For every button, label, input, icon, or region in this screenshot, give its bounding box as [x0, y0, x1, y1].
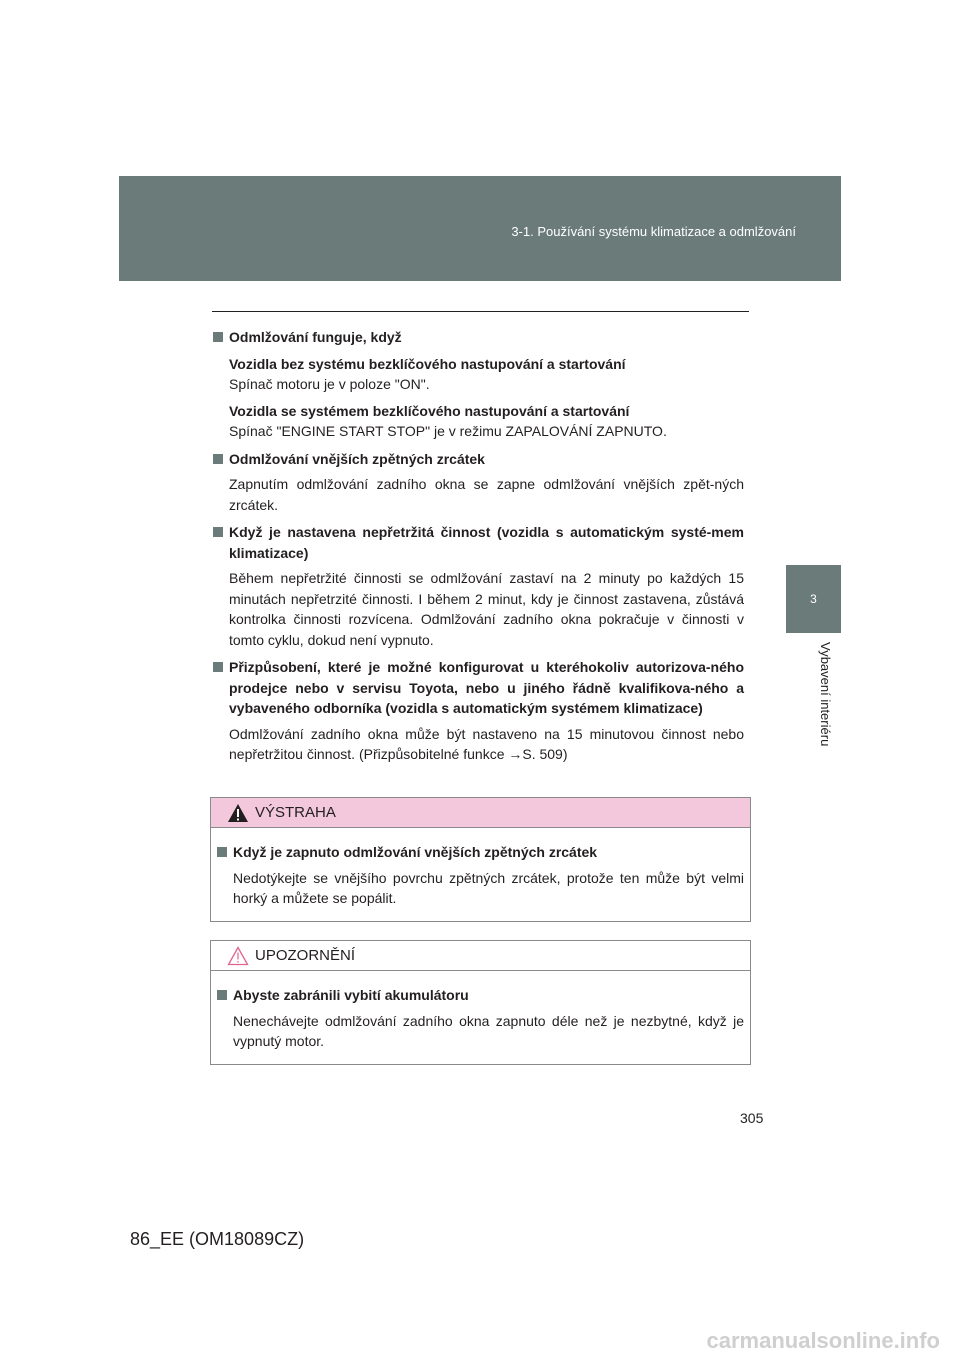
sub-title: Vozidla bez systému bezklíčového nastupování a startování — [229, 355, 626, 372]
section-title: Když je nastavena nepřetržitá činnost (vozidla s automatickým systé-mem klimatizace) — [212, 522, 744, 563]
top-rule — [212, 311, 749, 312]
watermark-text: carmanualsonline.info — [706, 1328, 940, 1353]
section-text: Během nepřetržité činnosti se odmlžování zastaví na 2 minuty po každých 15 minutách nepřetrzité činnosti. I během 2 minut, kdy je činnost zastavena, zůstává kontrolka činnosti rozvícena. Odmlžování zadního okna pokračuje v činnosti v tomto cyklu, dokud není vypnuto. — [229, 570, 744, 648]
square-bullet-icon — [213, 527, 223, 537]
section-2 — [212, 449, 744, 516]
chapter-tab: 3 — [786, 565, 841, 633]
footer-code: 86_EE (OM18089CZ) — [130, 1229, 305, 1249]
notice-title: Abyste zabránili vybití akumulátoru — [216, 985, 744, 1006]
watermark — [0, 1320, 960, 1358]
section-title: Odmlžování vnějších zpětných zrcátek — [212, 449, 744, 470]
page-number: 305 — [740, 1110, 764, 1126]
section-text: Odmlžování zadního okna může být nastaveno na 15 minutovou činnost nebo nepřetržitou činnost. (Přizpůsobitelné funkce →S. 509) — [229, 725, 744, 762]
warning-body — [211, 828, 750, 921]
notice-label: UPOZORNĚNÍ — [255, 947, 356, 964]
warning-triangle-icon — [227, 803, 249, 823]
section-text: Zapnutím odmlžování zadního okna se zapne odmlžování vnějších zpět-ných zrcátek. — [229, 476, 744, 513]
sub-text: Spínač motoru je v poloze "ON". — [229, 376, 430, 392]
caution-triangle-icon — [227, 946, 249, 966]
sub-item — [212, 401, 744, 442]
square-bullet-icon — [217, 847, 227, 857]
main-content — [212, 327, 744, 772]
header-title: 3-1. Používání systému klimatizace a odmlžování — [511, 224, 796, 239]
section-title: Přizpůsobení, které je možné konfigurovat u kteréhokoliv autorizova-ného prodejce nebo v servisu Toyota, nebo u jiného řádně kvalifikova-ného a vybaveného odborníka (vozidla s automatickým systémem klimatizace) — [212, 657, 744, 719]
notice-box — [210, 940, 751, 1065]
section-3 — [212, 522, 744, 650]
square-bullet-icon — [217, 990, 227, 1000]
notice-text: Nenechávejte odmlžování zadního okna zapnuto déle než je nezbytné, když je vypnutý motor. — [233, 1012, 744, 1049]
warning-text: Nedotýkejte se vnějšího povrchu zpětných zrcátek, protože ten může být velmi horký a můžete se popálit. — [233, 869, 744, 906]
chapter-label: Vybavení interiéru — [818, 642, 833, 747]
square-bullet-icon — [213, 662, 223, 672]
section-title: Odmlžování funguje, když — [212, 327, 744, 348]
warning-label: VÝSTRAHA — [255, 804, 336, 821]
section-4 — [212, 657, 744, 765]
section-1 — [212, 327, 744, 442]
notice-header — [211, 941, 750, 971]
square-bullet-icon — [213, 332, 223, 342]
warning-title: Když je zapnuto odmlžování vnějších zpětných zrcátek — [216, 842, 744, 863]
warning-box — [210, 797, 751, 922]
header-band — [119, 176, 841, 281]
notice-body — [211, 971, 750, 1064]
square-bullet-icon — [213, 454, 223, 464]
sub-item — [212, 354, 744, 395]
warning-header — [211, 798, 750, 828]
sub-text: Spínač "ENGINE START STOP" je v režimu ZAPALOVÁNÍ ZAPNUTO. — [229, 423, 667, 439]
sub-title: Vozidla se systémem bezklíčového nastupování a startování — [229, 402, 630, 419]
